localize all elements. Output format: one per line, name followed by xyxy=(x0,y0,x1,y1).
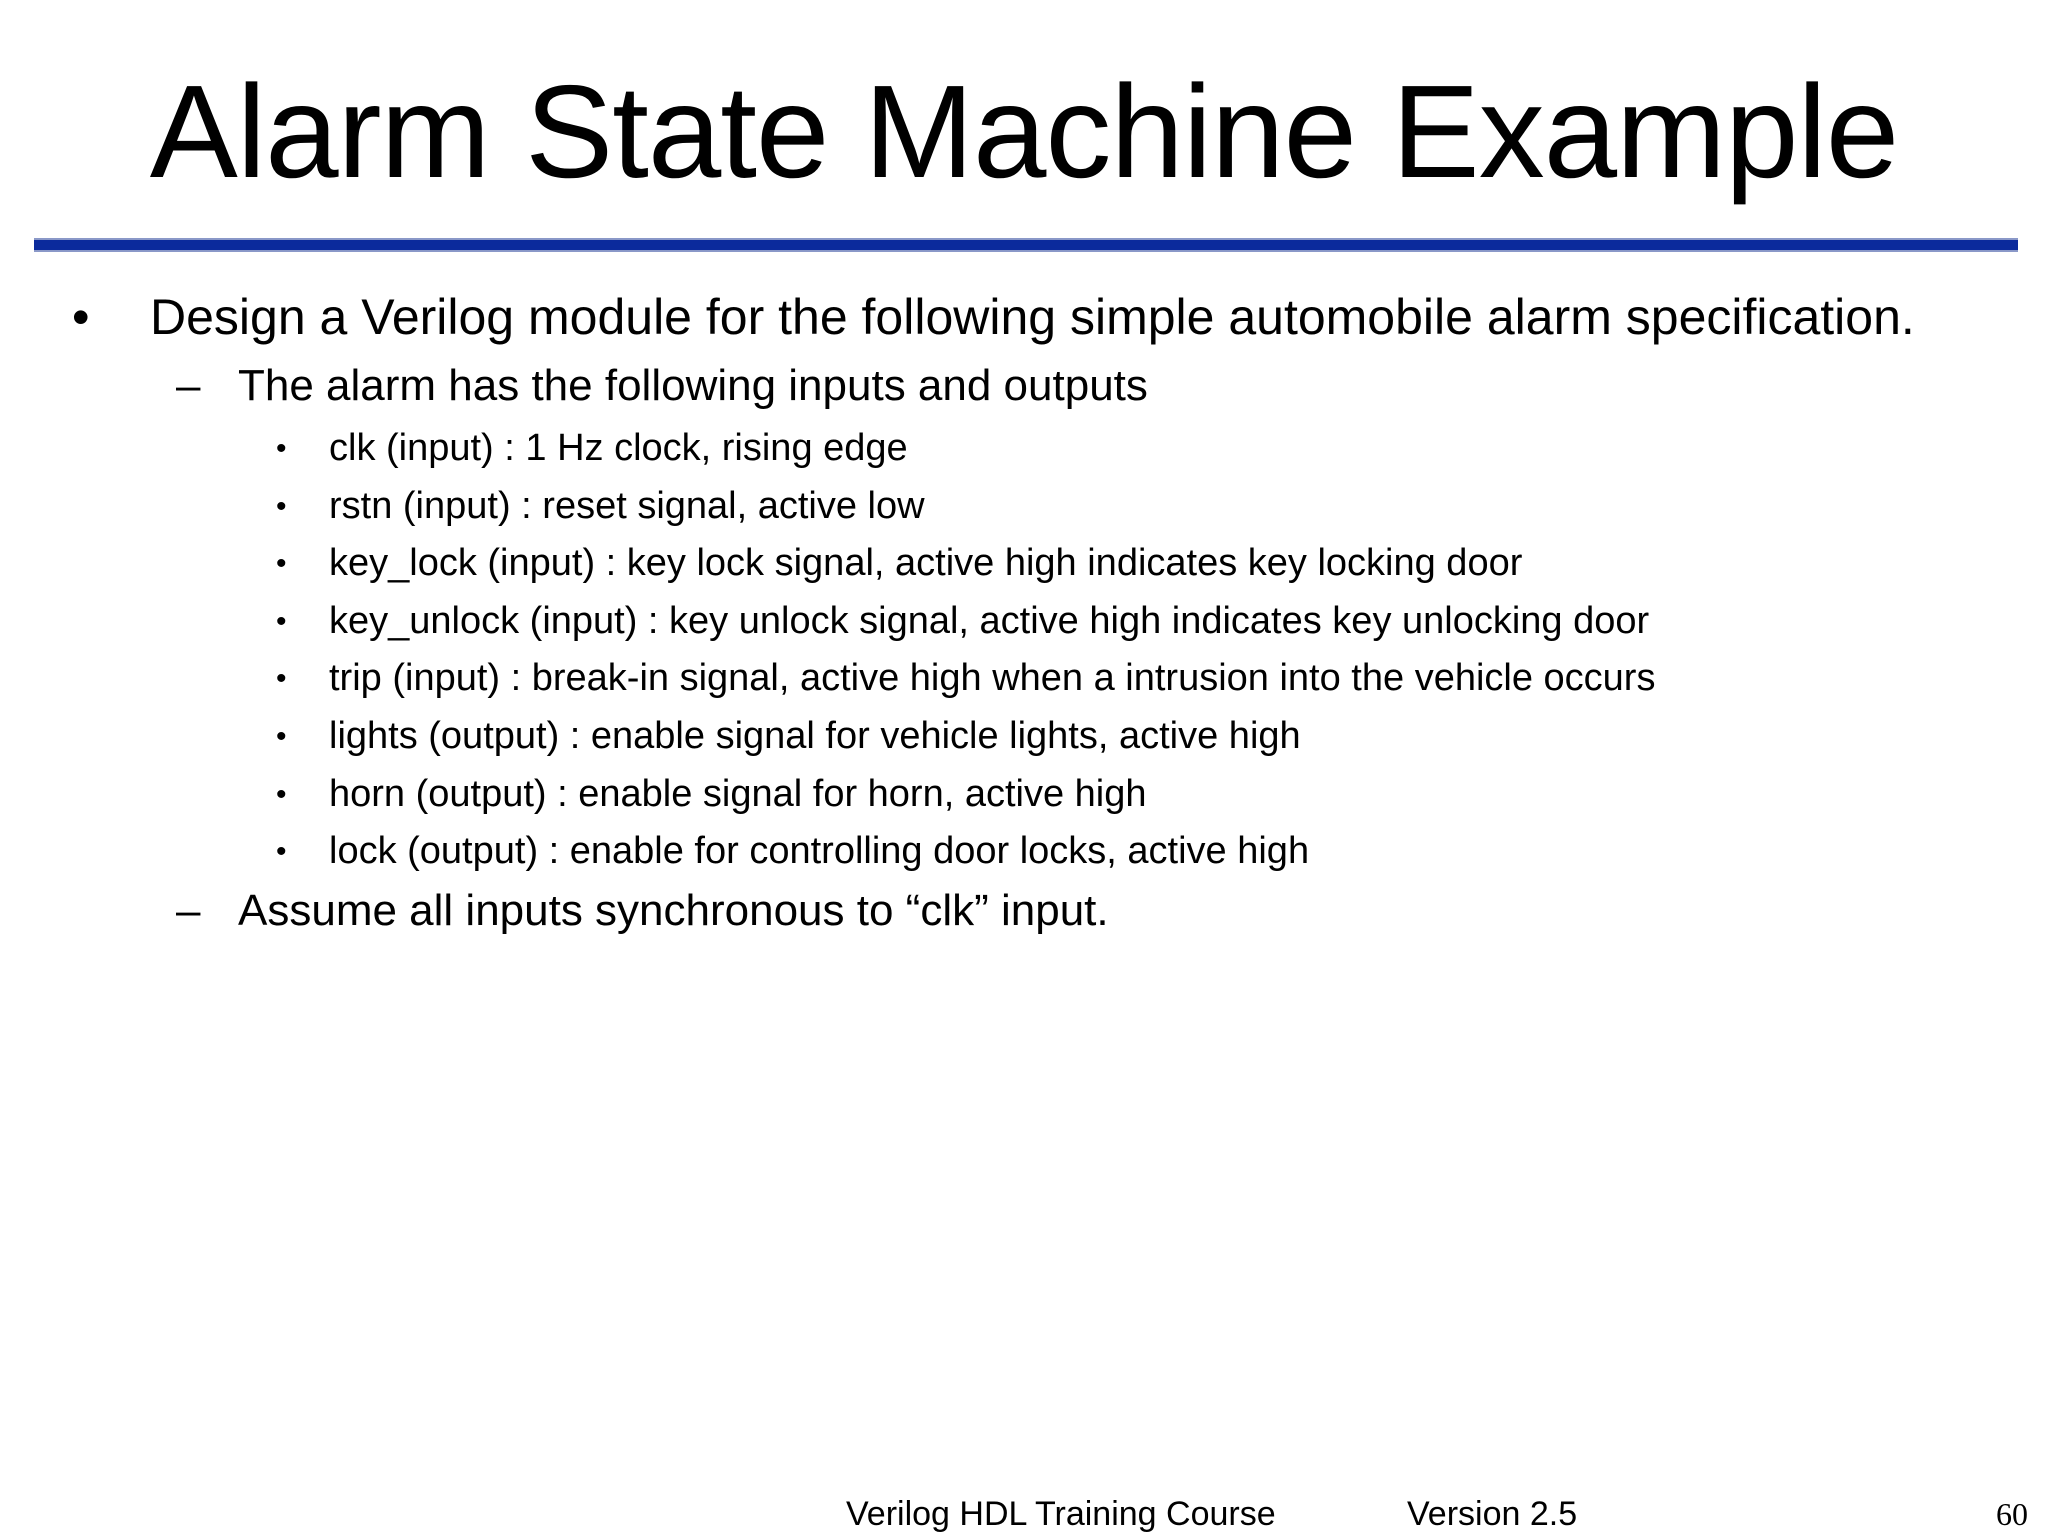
bullet-marker: • xyxy=(276,432,287,465)
bullet-marker: • xyxy=(276,489,287,523)
slide-title: Alarm State Machine Example xyxy=(149,58,1899,205)
bullet-marker: • xyxy=(276,777,287,811)
bullet-marker: • xyxy=(276,719,287,753)
title-divider xyxy=(34,238,2018,252)
io-item-text: trip (input) : break-in signal, active high when a intrusion into the vehicle occurs xyxy=(329,657,1656,700)
sub-bullet-text: Assume all inputs synchronous to “clk” input. xyxy=(238,886,1109,935)
bullet-marker: • xyxy=(276,604,287,638)
sub-bullet-text: The alarm has the following inputs and outputs xyxy=(238,361,1148,410)
page-number: 60 xyxy=(1996,1496,2028,1532)
footer-course: Verilog HDL Training Course xyxy=(846,1495,1276,1533)
io-item-text: key_unlock (input) : key unlock signal, active high indicates key unlocking door xyxy=(329,599,1650,642)
bullet-marker: • xyxy=(276,662,287,696)
io-item-text: clk (input) : 1 Hz clock, rising edge xyxy=(329,427,908,469)
dash-marker: – xyxy=(176,361,201,410)
bullet-marker: • xyxy=(276,835,287,869)
io-item-text: key_lock (input) : key lock signal, active high indicates key locking door xyxy=(329,542,1523,585)
dash-marker: – xyxy=(176,886,201,935)
main-bullet-text: Design a Verilog module for the following simple automobile alarm specification. xyxy=(150,289,1915,345)
footer-version: Version 2.5 xyxy=(1407,1495,1578,1533)
io-item-text: horn (output) : enable signal for horn, active high xyxy=(329,772,1147,815)
io-item-text: lights (output) : enable signal for vehicle lights, active high xyxy=(329,714,1301,757)
bullet-marker: • xyxy=(276,547,287,581)
io-item-text: lock (output) : enable for controlling door locks, active high xyxy=(329,830,1310,873)
bullet-marker: • xyxy=(72,289,90,345)
io-item-text: rstn (input) : reset signal, active low xyxy=(329,484,925,527)
